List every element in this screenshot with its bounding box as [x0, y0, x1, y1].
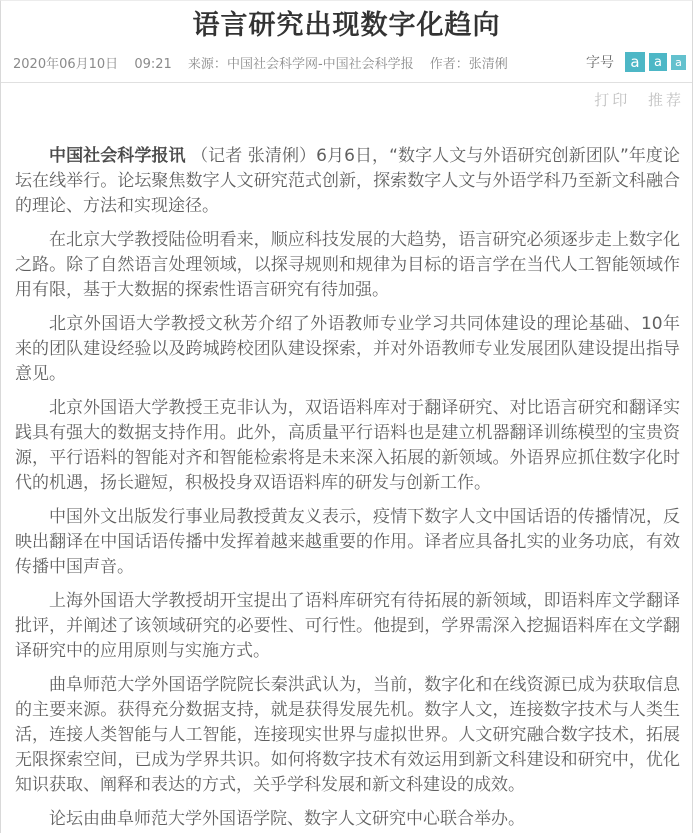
font-size-medium-button[interactable]: a	[649, 53, 667, 71]
article-paragraph: 曲阜师范大学外国语学院院长秦洪武认为，当前，数字化和在线资源已成为获取信息的主要来源。获得充分数据支持，就是获得发展先机。数字人文，连接数字技术与人类生活，连接人类智能与人工智能，连接现实世界与虚拟世界。人文研究融合数字技术，拓展无限探索空间，已成为学界共识。如何将数字技术有效运用到新文科建设和研究中，优化知识获取、阐释和表达的方式，关乎学科发展和新文科建设的成效。	[15, 675, 680, 795]
article-paragraph: 上海外国语大学教授胡开宝提出了语料库研究有待拓展的新领域，即语料库文学翻译批评，并阐述了该领域研究的必要性、可行性。他提到，学界需深入挖掘语料库在文学翻译研究中的应用原则与实施方式。	[15, 591, 680, 661]
lead-text: （记者 张清俐）6月6日，“数字人文与外语研究创新团队”年度论坛在线举行。论坛聚焦数字人文研究范式创新，探索数字人文与外语学科乃至新文科融合的理论、方法和实现途径。	[15, 146, 681, 216]
meta-row	[1, 51, 692, 73]
font-size-control	[586, 52, 686, 72]
source-label: 来源：	[187, 56, 227, 72]
publish-time: 09:21	[134, 56, 172, 72]
source-name: 中国社会科学网-中国社会科学报	[226, 56, 414, 72]
author-label: 作者：	[429, 56, 469, 72]
tools-row	[1, 83, 692, 110]
page-title: 语言研究出现数字化趋向	[192, 10, 501, 41]
author-name: 张清俐	[468, 56, 508, 72]
article-paragraph: 在北京大学教授陆俭明看来，顺应科技发展的大趋势，语言研究必须逐步走上数字化之路。除了自然语言处理领域，以探寻规则和规律为目标的语言学在当代人工智能领域作用有限，基于大数据的探索性语言研究有待加强。	[15, 230, 680, 300]
font-size-small-button[interactable]: a	[671, 55, 686, 70]
publish-date: 2020年06月10日	[13, 56, 119, 72]
lead-label: 中国社会科学报讯	[49, 146, 186, 166]
article-paragraph: 论坛由曲阜师范大学外国语学院、数字人文研究中心联合举办。	[49, 809, 525, 829]
article-paragraph: 北京外国语大学教授文秋芳介绍了外语教师专业学习共同体建设的理论基础、10年来的团队建设经验以及跨城跨校团队建设探索，并对外语教师专业发展团队建设提出指导意见。	[15, 314, 680, 384]
print-button[interactable]: 打印	[594, 91, 631, 109]
article-body	[1, 144, 692, 832]
font-size-large-button[interactable]: a	[625, 52, 645, 72]
font-size-label: 字号	[586, 55, 614, 71]
article-paragraph	[15, 144, 680, 219]
recommend-button[interactable]: 推荐	[647, 91, 684, 109]
article-meta	[13, 53, 508, 72]
article-paragraph: 北京外国语大学教授王克非认为，双语语料库对于翻译研究、对比语言研究和翻译实践具有强大的数据支持作用。此外，高质量平行语料也是建立机器翻译训练模型的宝贵资源，平行语料的智能对齐和智能检索将是未来深入拓展的新领域。外语界应抓住数字化时代的机遇，扬长避短，积极投身双语语料库的研发与创新工作。	[15, 398, 680, 493]
article-paragraph: 中国外文出版发行事业局教授黄友义表示，疫情下数字人文中国话语的传播情况，反映出翻译在中国话语传播中发挥着越来越重要的作用。译者应具备扎实的业务功底，有效传播中国声音。	[15, 507, 680, 577]
